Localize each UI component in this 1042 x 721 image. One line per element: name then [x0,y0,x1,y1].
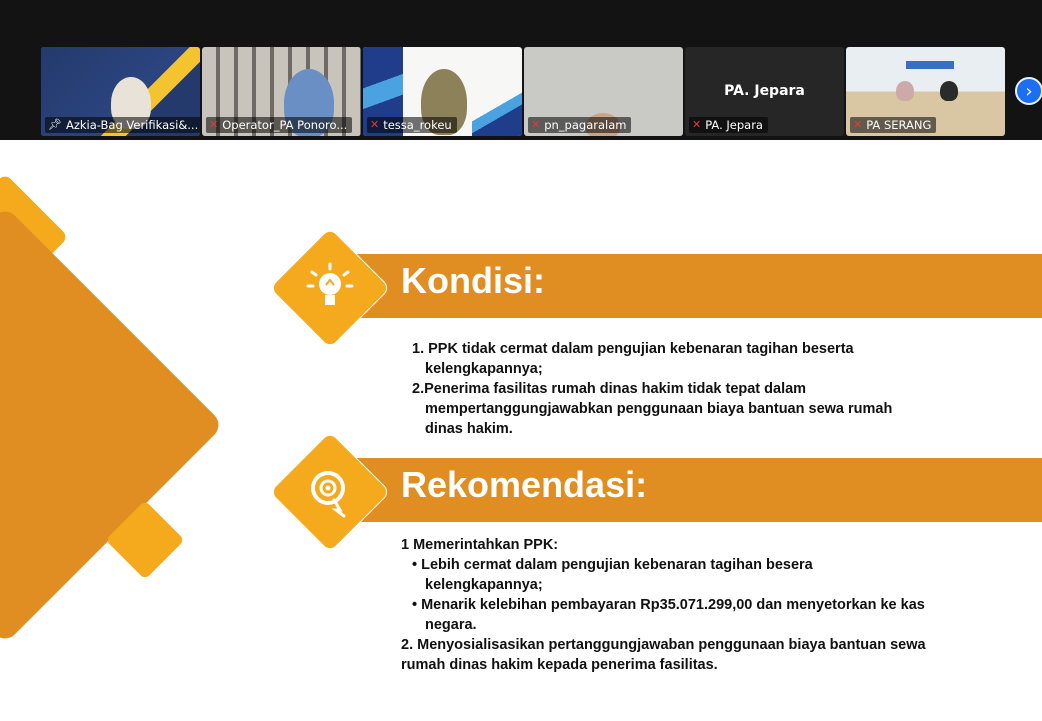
participant-tile-pn-pagaralam[interactable] [524,47,683,136]
lightbulb-icon [288,246,372,330]
rekomendasi-line: rumah dinas hakim kepada penerima fasilitas. [401,657,718,673]
mic-muted-icon: ✕ [692,118,702,131]
rekomendasi-list [401,535,926,675]
participant-name: Operator_PA Ponoro... [222,118,348,132]
participant-figure [940,81,958,101]
mic-muted-icon: ✕ [209,118,219,131]
rekomendasi-line: kelengkapannya; [425,577,543,593]
rekomendasi-line: negara. [425,617,477,633]
pin-icon: 📌︎ [48,118,62,131]
participant-name: tessa_rokeu [383,118,452,132]
chevron-right-icon[interactable]: › [1015,77,1042,105]
kondisi-line: dinas hakim. [425,421,513,437]
decor-diamond [0,206,224,644]
kondisi-line: 2.Penerima fasilitas rumah dinas hakim tidak tepat dalam [412,381,807,397]
participant-tile-azkia[interactable] [41,47,200,136]
rekomendasi-line: • Lebih cermat dalam pengujian kebenaran tagihan besera [412,557,813,573]
participant-tile-tessa-rokeu[interactable] [363,47,522,136]
participant-tile-operator-ponorogo[interactable] [202,47,361,136]
meeting-gallery-bar [0,0,1042,140]
kondisi-list [412,339,892,439]
shared-slide [0,140,1042,721]
participant-name: Azkia-Bag Verifikasi&... [65,118,199,132]
mic-muted-icon: ✕ [853,118,863,131]
participant-name: PA. Jepara [705,118,763,132]
kondisi-line: 1. PPK tidak cermat dalam pengujian kebenaran tagihan beserta [412,341,854,357]
rekomendasi-title: Rekomendasi: [401,464,648,505]
kondisi-title: Kondisi: [401,260,545,301]
participant-figure [896,81,914,101]
participant-name: PA SERANG [866,118,932,132]
rekomendasi-line: 1 Memerintahkan PPK: [401,537,559,553]
kondisi-line: mempertanggungjawabkan penggunaan biaya bantuan sewa rumah [425,401,893,417]
mic-muted-icon: ✕ [531,118,541,131]
participant-tile-pa-serang[interactable] [846,47,1005,136]
rekomendasi-line: • Menarik kelebihan pembayaran Rp35.071.299,00 dan menyetorkan ke kas [412,597,925,613]
participant-tile-pa-jepara[interactable] [685,47,844,136]
target-icon [288,450,372,534]
participant-name: pn_pagaralam [544,118,627,132]
participant-tiles [41,47,1005,138]
video-off-label: PA. Jepara [724,83,805,99]
rekomendasi-line: 2. Menyosialisasikan pertanggungjawaban penggunaan biaya bantuan sewa [401,637,926,653]
mic-muted-icon: ✕ [370,118,380,131]
kondisi-line: kelengkapannya; [425,361,543,377]
